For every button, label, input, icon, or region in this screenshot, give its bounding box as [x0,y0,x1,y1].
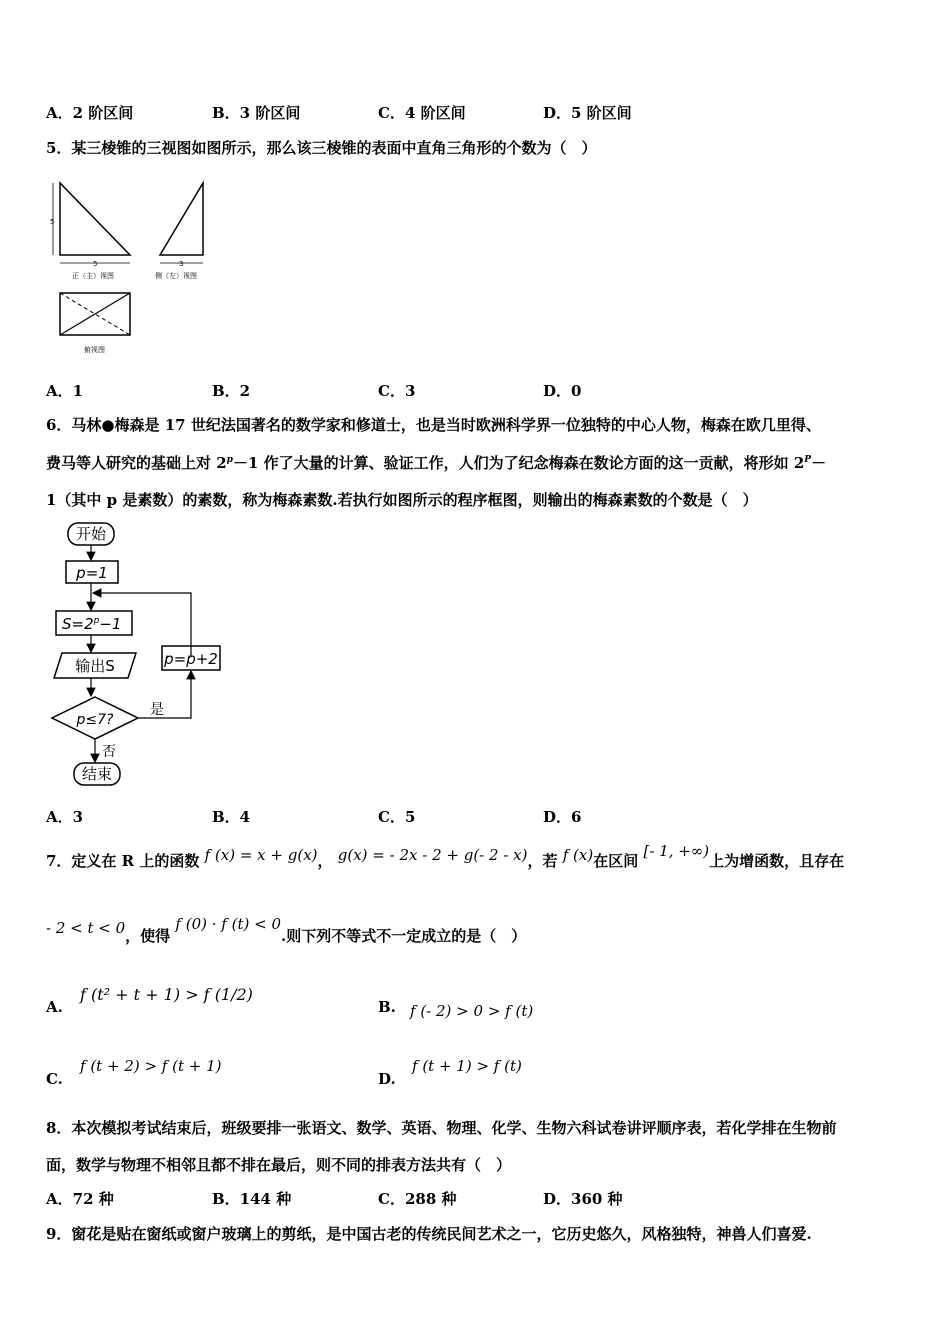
q6-option-a: A．3 [46,808,84,826]
q7-option-a: f (t² + t + 1) > f (1/2) [80,985,253,1004]
q4-option-b: B．3 阶区间 [212,104,301,122]
front-view-label: 正（主）视图 [72,272,114,280]
q7-t-range: - 2 < t < 0 [46,919,126,937]
q4-option-d: D．5 阶区间 [543,104,632,122]
q7-option-b: f (- 2) > 0 > f (t) [410,1002,534,1020]
q7-line-2 [46,915,527,946]
q7-interval: [- 1, +∞) [643,842,710,860]
q8-line-1: 8．本次模拟考试结束后，班级要排一张语文、数学、英语、物理、化学、生物六科试卷讲评顺序表，若化学排在生物前 [46,1119,837,1137]
top-view-label: 俯视图 [84,346,105,354]
q5-option-a: A．1 [46,382,84,400]
q7-if: ，若 [527,852,558,870]
q8-option-d: D．360 种 [543,1190,623,1208]
flow-end-label: 结束 [81,765,113,783]
q9-line-1: 9．窗花是贴在窗纸或窗户玻璃上的剪纸，是中国古老的传统民间艺术之一，它历史悠久，风格独特，神兽人们喜爱. [46,1225,812,1243]
q8-option-c: C．288 种 [378,1190,457,1208]
side-view-label: 侧（左）视图 [155,272,197,280]
front-view-triangle [60,183,130,255]
flow-yes-label: 是 [150,702,164,718]
flow-yes-arrow [138,671,191,718]
q7-question: .则下列不等式不一定成立的是（ ） [281,927,527,945]
top-view-edge-line [60,293,130,335]
q7-option-c-label: C. [46,1070,63,1088]
q7-such-that: ，使得 [125,927,171,945]
flow-output-label: 输出S [75,657,115,675]
q7-f-product: f (0) · f (t) < 0 [175,915,281,933]
q6-exponent-p: p [226,455,233,465]
flow-no-label: 否 [102,744,116,760]
q4-option-a: A．2 阶区间 [46,104,134,122]
q7-comma: ， [317,852,333,870]
q6-line-3: 1（其中 p 是素数）的素数，称为梅森素数.若执行如图所示的程序框图，则输出的梅森素数的个数是（ ） [46,491,758,509]
q7-option-b-label: B. [378,998,396,1016]
q7-line-1 [46,842,845,871]
flow-update-label: p=p+2 [164,650,218,668]
q5-option-d: D．0 [543,382,582,400]
front-width-dim: 5 [93,260,98,268]
q6-line-2-part-c: － [811,454,827,472]
front-height-dim: 5 [50,218,55,226]
q7-in-interval: 在区间 [593,852,639,870]
q5-option-c: C．3 [378,382,416,400]
q5-three-view-figure [48,175,213,360]
flow-calc-label: $S=2^p-1$ [62,615,122,633]
q7-increasing: 上为增函数，且存在 [709,852,845,870]
q5-stem: 5．某三棱锥的三视图如图所示，那么该三棱锥的表面中直角三角形的个数为（ ） [46,139,597,157]
q7-g-definition: g(x) = - 2x - 2 + g(- 2 - x) [337,846,528,864]
q7-option-d-label: D. [378,1070,396,1088]
q6-flowchart [50,518,230,788]
q7-fx: f (x) [562,846,594,864]
q6-exponent-p2: P [804,455,812,465]
q8-option-a: A．72 种 [46,1190,114,1208]
q7-prefix: 7．定义在 R 上的函数 [46,852,200,870]
q5-option-b: B．2 [212,382,251,400]
q6-option-d: D．6 [543,808,582,826]
side-view-triangle [160,183,203,255]
flow-decision-label: p≤7? [76,712,114,728]
q7-option-a-label: A. [46,998,63,1016]
q6-line-2 [46,452,826,473]
flow-init-label: p=1 [76,564,108,582]
q6-option-c: C．5 [378,808,416,826]
q4-option-c: C．4 阶区间 [378,104,466,122]
q6-line-2-part-a: 费马等人研究的基础上对 2 [46,454,227,472]
q8-line-2: 面，数学与物理不相邻且都不排在最后，则不同的排表方法共有（ ） [46,1156,512,1174]
q8-option-b: B．144 种 [212,1190,292,1208]
q6-line-2-part-b: －1 作了大量的计算、验证工作，人们为了纪念梅森在数论方面的这一贡献，将形如 2 [232,454,805,472]
side-width-dim: 3 [179,260,184,268]
q6-line-1: 6．马林●梅森是 17 世纪法国著名的数学家和修道士，也是当时欧洲科学界一位独特的中心人物，梅森在欧几里得、 [46,416,821,434]
q7-option-c: f (t + 2) > f (t + 1) [80,1057,222,1075]
flow-start-label: 开始 [75,525,107,543]
q6-option-b: B．4 [212,808,251,826]
q7-option-d: f (t + 1) > f (t) [412,1057,522,1075]
q7-f-definition: f (x) = x + g(x) [204,846,318,864]
